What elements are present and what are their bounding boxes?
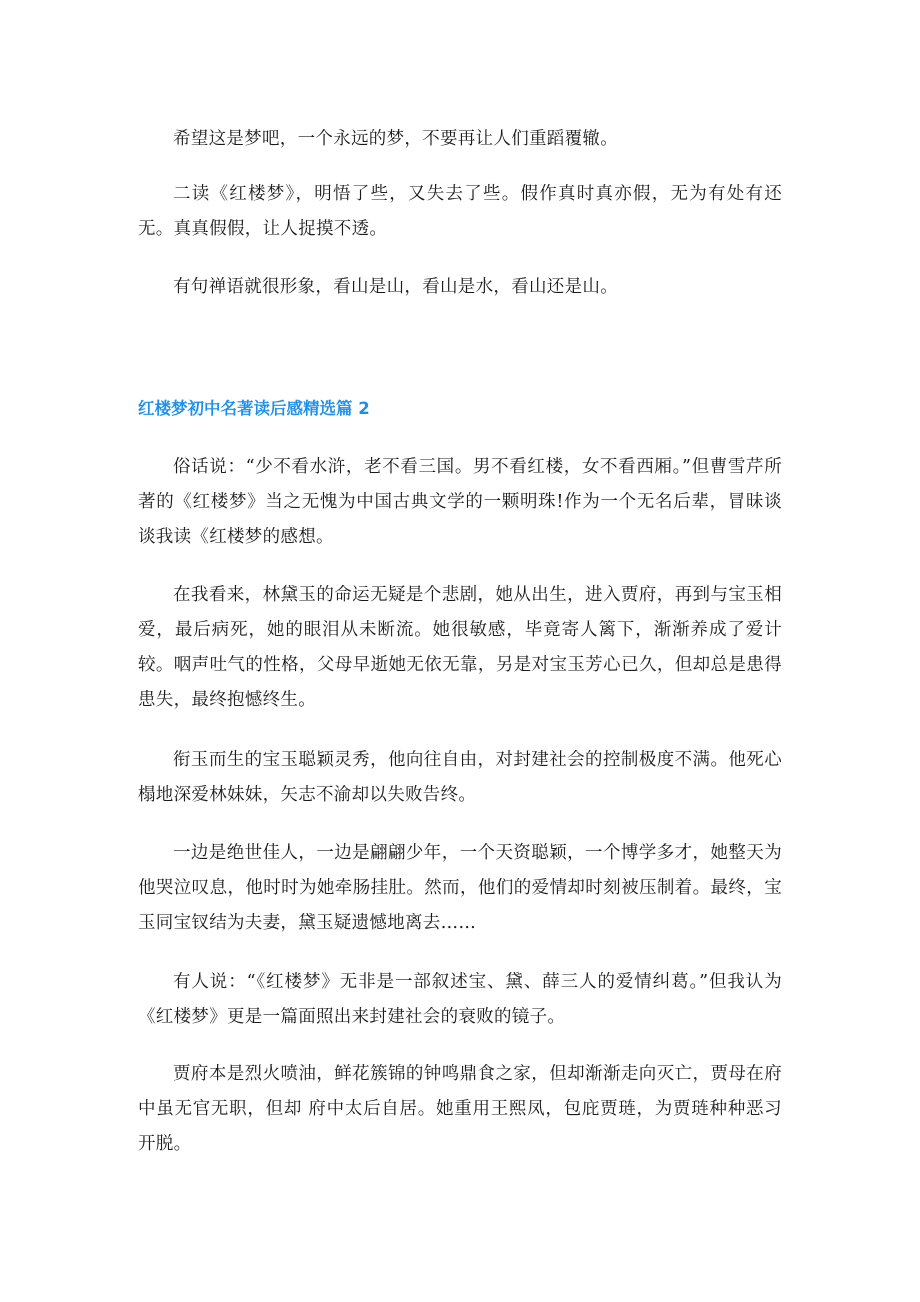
paragraph: 贾府本是烈火喷油，鲜花簇锦的钟鸣鼎食之家，但却渐渐走向灭亡，贾母在府中虽无官无职，但却 府中太后自居。她重用王熙凤，包庇贾琏，为贾琏种种恶习开脱。 [138, 1064, 782, 1154]
paragraph: 希望这是梦吧，一个永远的梦，不要再让人们重蹈覆辙。 [173, 129, 618, 149]
paragraph: 俗话说：“少不看水浒，老不看三国。男不看红楼，女不看西厢。”但曹雪芹所著的《红楼梦》当之无愧为中国古典文学的一颗明珠!作为一个无名后辈，冒昧谈谈我读《红楼梦的感想。 [138, 457, 782, 547]
paragraph: 一边是绝世佳人，一边是翩翩少年，一个天资聪颖，一个博学多才，她整天为他哭泣叹息，他时时为她牵肠挂肚。然而，他们的爱情却时刻被压制着。最终，宝玉同宝钗结为夫妻，黛玉疑遗憾地离去…… [138, 843, 782, 933]
paragraph: 二读《红楼梦》，明悟了些，又失去了些。假作真时真亦假，无为有处有还无。真真假假，让人捉摸不透。 [138, 184, 782, 239]
section-heading: 红楼梦初中名著读后感精选篇 2 [138, 399, 370, 418]
paragraph: 在我看来，林黛玉的命运无疑是个悲剧，她从出生，进入贾府，再到与宝玉相爱，最后病死，她的眼泪从未断流。她很敏感，毕竟寄人篱下，渐渐养成了爱计较。咽声吐气的性格，父母早逝她无依无靠，另是对宝玉芳心已久，但却总是患得患失，最终抱憾终生。 [138, 585, 782, 710]
paragraph: 衔玉而生的宝玉聪颖灵秀，他向往自由，对封建社会的控制极度不满。他死心榻地深爱林妹妹，矢志不渝却以失败告终。 [138, 750, 782, 805]
paragraph: 有人说：“《红楼梦》无非是一部叙述宝、黛、薛三人的爱情纠葛。”但我认为《红楼梦》更是一篇面照出来封建社会的衰败的镜子。 [138, 972, 782, 1027]
paragraph: 有句禅语就很形象，看山是山，看山是水，看山还是山。 [173, 277, 618, 297]
